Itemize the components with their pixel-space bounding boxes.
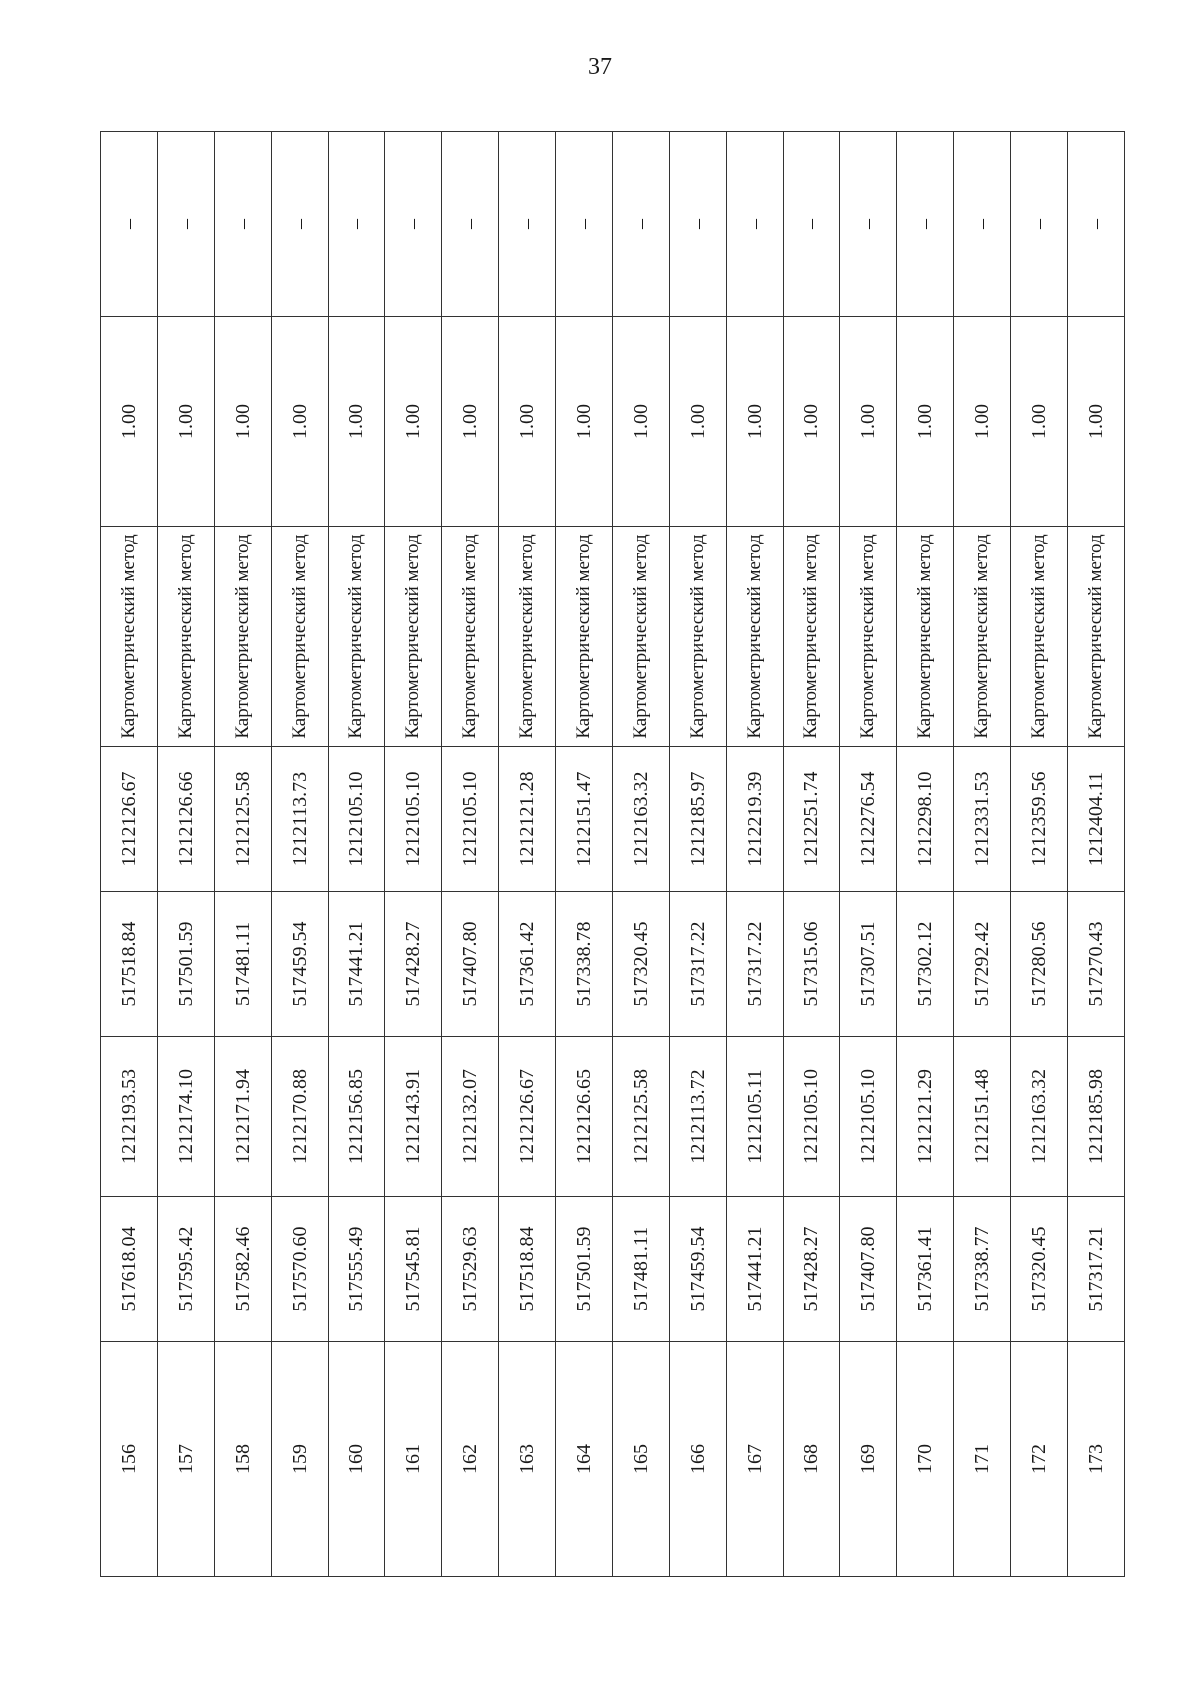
x-coordinate-cell: 517595.42 — [157, 1197, 214, 1342]
y-coordinate-end-cell: 1212185.97 — [669, 747, 726, 892]
y-coordinate-end-cell: 1212276.54 — [840, 747, 897, 892]
description-cell: – — [101, 132, 158, 317]
method-cell: Картометрический метод — [499, 527, 556, 747]
method-cell: Картометрический метод — [612, 527, 669, 747]
y-coordinate-cell: 1212143.91 — [385, 1037, 442, 1197]
x-coordinate-end-cell: 517459.54 — [271, 892, 328, 1037]
accuracy-cell: 1.00 — [101, 317, 158, 527]
accuracy-cell: 1.00 — [328, 317, 385, 527]
accuracy-cell: 1.00 — [840, 317, 897, 527]
description-cell: – — [1067, 132, 1124, 317]
y-coordinate-cell: 1212105.10 — [783, 1037, 840, 1197]
table-row — [897, 132, 954, 1577]
table-body — [101, 132, 1125, 1577]
y-coordinate-cell: 1212105.11 — [726, 1037, 783, 1197]
accuracy-cell: 1.00 — [271, 317, 328, 527]
description-cell: – — [328, 132, 385, 317]
x-coordinate-cell: 517317.21 — [1067, 1197, 1124, 1342]
x-coordinate-end-cell: 517501.59 — [157, 892, 214, 1037]
y-coordinate-end-cell: 1212251.74 — [783, 747, 840, 892]
x-coordinate-end-cell: 517270.43 — [1067, 892, 1124, 1037]
y-coordinate-cell: 1212126.65 — [556, 1037, 613, 1197]
y-coordinate-cell: 1212113.72 — [669, 1037, 726, 1197]
method-cell: Картометрический метод — [669, 527, 726, 747]
x-coordinate-end-cell: 517317.22 — [726, 892, 783, 1037]
table-row — [612, 132, 669, 1577]
accuracy-cell: 1.00 — [612, 317, 669, 527]
accuracy-cell: 1.00 — [442, 317, 499, 527]
y-coordinate-cell: 1212151.48 — [954, 1037, 1011, 1197]
description-cell: – — [897, 132, 954, 317]
x-coordinate-end-cell: 517361.42 — [499, 892, 556, 1037]
y-coordinate-cell: 1212105.10 — [840, 1037, 897, 1197]
x-coordinate-end-cell: 517280.56 — [1011, 892, 1068, 1037]
table-row — [726, 132, 783, 1577]
y-coordinate-cell: 1212193.53 — [101, 1037, 158, 1197]
method-cell: Картометрический метод — [1011, 527, 1068, 747]
point-number-cell: 156 — [101, 1342, 158, 1577]
method-cell: Картометрический метод — [556, 527, 613, 747]
y-coordinate-cell: 1212185.98 — [1067, 1037, 1124, 1197]
x-coordinate-end-cell: 517481.11 — [214, 892, 271, 1037]
accuracy-cell: 1.00 — [1067, 317, 1124, 527]
y-coordinate-cell: 1212121.29 — [897, 1037, 954, 1197]
y-coordinate-end-cell: 1212126.66 — [157, 747, 214, 892]
method-cell: Картометрический метод — [840, 527, 897, 747]
method-cell: Картометрический метод — [385, 527, 442, 747]
method-cell: Картометрический метод — [101, 527, 158, 747]
description-cell: – — [385, 132, 442, 317]
x-coordinate-cell: 517555.49 — [328, 1197, 385, 1342]
y-coordinate-end-cell: 1212105.10 — [328, 747, 385, 892]
table-row — [101, 132, 158, 1577]
method-cell: Картометрический метод — [897, 527, 954, 747]
x-coordinate-cell: 517320.45 — [1011, 1197, 1068, 1342]
x-coordinate-cell: 517428.27 — [783, 1197, 840, 1342]
point-number-cell: 167 — [726, 1342, 783, 1577]
method-cell: Картометрический метод — [1067, 527, 1124, 747]
page-number: 37 — [588, 54, 612, 80]
description-cell: – — [840, 132, 897, 317]
description-cell: – — [271, 132, 328, 317]
x-coordinate-end-cell: 517338.78 — [556, 892, 613, 1037]
table-row — [328, 132, 385, 1577]
y-coordinate-end-cell: 1212105.10 — [442, 747, 499, 892]
point-number-cell: 159 — [271, 1342, 328, 1577]
y-coordinate-cell: 1212132.07 — [442, 1037, 499, 1197]
y-coordinate-end-cell: 1212331.53 — [954, 747, 1011, 892]
point-number-cell: 168 — [783, 1342, 840, 1577]
accuracy-cell: 1.00 — [783, 317, 840, 527]
y-coordinate-end-cell: 1212151.47 — [556, 747, 613, 892]
x-coordinate-end-cell: 517317.22 — [669, 892, 726, 1037]
x-coordinate-end-cell: 517307.51 — [840, 892, 897, 1037]
table-row — [954, 132, 1011, 1577]
point-number-cell: 164 — [556, 1342, 613, 1577]
accuracy-cell: 1.00 — [1011, 317, 1068, 527]
point-number-cell: 166 — [669, 1342, 726, 1577]
table-row — [783, 132, 840, 1577]
point-number-cell: 170 — [897, 1342, 954, 1577]
y-coordinate-cell: 1212163.32 — [1011, 1037, 1068, 1197]
description-cell: – — [954, 132, 1011, 317]
y-coordinate-cell: 1212156.85 — [328, 1037, 385, 1197]
point-number-cell: 169 — [840, 1342, 897, 1577]
x-coordinate-end-cell: 517292.42 — [954, 892, 1011, 1037]
accuracy-cell: 1.00 — [954, 317, 1011, 527]
x-coordinate-end-cell: 517518.84 — [101, 892, 158, 1037]
y-coordinate-cell: 1212170.88 — [271, 1037, 328, 1197]
method-cell: Картометрический метод — [954, 527, 1011, 747]
description-cell: – — [1011, 132, 1068, 317]
description-cell: – — [612, 132, 669, 317]
method-cell: Картометрический метод — [157, 527, 214, 747]
x-coordinate-cell: 517481.11 — [612, 1197, 669, 1342]
table-row — [385, 132, 442, 1577]
point-number-cell: 161 — [385, 1342, 442, 1577]
table-row — [271, 132, 328, 1577]
point-number-cell: 162 — [442, 1342, 499, 1577]
description-cell: – — [556, 132, 613, 317]
y-coordinate-end-cell: 1212125.58 — [214, 747, 271, 892]
point-number-cell: 160 — [328, 1342, 385, 1577]
accuracy-cell: 1.00 — [726, 317, 783, 527]
description-cell: – — [726, 132, 783, 317]
method-cell: Картометрический метод — [214, 527, 271, 747]
y-coordinate-end-cell: 1212121.28 — [499, 747, 556, 892]
x-coordinate-cell: 517618.04 — [101, 1197, 158, 1342]
point-number-cell: 157 — [157, 1342, 214, 1577]
method-cell: Картометрический метод — [726, 527, 783, 747]
description-cell: – — [499, 132, 556, 317]
accuracy-cell: 1.00 — [556, 317, 613, 527]
table-row — [840, 132, 897, 1577]
method-cell: Картометрический метод — [328, 527, 385, 747]
x-coordinate-end-cell: 517302.12 — [897, 892, 954, 1037]
x-coordinate-cell: 517570.60 — [271, 1197, 328, 1342]
x-coordinate-end-cell: 517320.45 — [612, 892, 669, 1037]
point-number-cell: 158 — [214, 1342, 271, 1577]
y-coordinate-end-cell: 1212219.39 — [726, 747, 783, 892]
table-row — [499, 132, 556, 1577]
accuracy-cell: 1.00 — [157, 317, 214, 527]
method-cell: Картометрический метод — [442, 527, 499, 747]
x-coordinate-cell: 517441.21 — [726, 1197, 783, 1342]
table-row — [1011, 132, 1068, 1577]
table-row — [556, 132, 613, 1577]
point-number-cell: 172 — [1011, 1342, 1068, 1577]
method-cell: Картометрический метод — [271, 527, 328, 747]
y-coordinate-end-cell: 1212359.56 — [1011, 747, 1068, 892]
x-coordinate-cell: 517529.63 — [442, 1197, 499, 1342]
y-coordinate-cell: 1212171.94 — [214, 1037, 271, 1197]
coordinates-table — [100, 131, 1125, 1577]
y-coordinate-end-cell: 1212163.32 — [612, 747, 669, 892]
y-coordinate-end-cell: 1212298.10 — [897, 747, 954, 892]
accuracy-cell: 1.00 — [214, 317, 271, 527]
table-row — [214, 132, 271, 1577]
accuracy-cell: 1.00 — [385, 317, 442, 527]
description-cell: – — [783, 132, 840, 317]
point-number-cell: 165 — [612, 1342, 669, 1577]
x-coordinate-cell: 517361.41 — [897, 1197, 954, 1342]
point-number-cell: 173 — [1067, 1342, 1124, 1577]
description-cell: – — [214, 132, 271, 317]
description-cell: – — [442, 132, 499, 317]
x-coordinate-cell: 517407.80 — [840, 1197, 897, 1342]
y-coordinate-cell: 1212125.58 — [612, 1037, 669, 1197]
accuracy-cell: 1.00 — [669, 317, 726, 527]
x-coordinate-cell: 517582.46 — [214, 1197, 271, 1342]
description-cell: – — [669, 132, 726, 317]
x-coordinate-cell: 517545.81 — [385, 1197, 442, 1342]
coordinates-table-container — [100, 132, 1125, 1577]
x-coordinate-cell: 517459.54 — [669, 1197, 726, 1342]
x-coordinate-end-cell: 517315.06 — [783, 892, 840, 1037]
y-coordinate-end-cell: 1212113.73 — [271, 747, 328, 892]
table-row — [157, 132, 214, 1577]
point-number-cell: 171 — [954, 1342, 1011, 1577]
y-coordinate-end-cell: 1212404.11 — [1067, 747, 1124, 892]
method-cell: Картометрический метод — [783, 527, 840, 747]
table-row — [669, 132, 726, 1577]
point-number-cell: 163 — [499, 1342, 556, 1577]
y-coordinate-cell: 1212174.10 — [157, 1037, 214, 1197]
y-coordinate-cell: 1212126.67 — [499, 1037, 556, 1197]
description-cell: – — [157, 132, 214, 317]
x-coordinate-cell: 517338.77 — [954, 1197, 1011, 1342]
x-coordinate-end-cell: 517407.80 — [442, 892, 499, 1037]
y-coordinate-end-cell: 1212105.10 — [385, 747, 442, 892]
x-coordinate-end-cell: 517428.27 — [385, 892, 442, 1037]
x-coordinate-cell: 517501.59 — [556, 1197, 613, 1342]
x-coordinate-end-cell: 517441.21 — [328, 892, 385, 1037]
y-coordinate-end-cell: 1212126.67 — [101, 747, 158, 892]
accuracy-cell: 1.00 — [499, 317, 556, 527]
table-row — [1067, 132, 1124, 1577]
x-coordinate-cell: 517518.84 — [499, 1197, 556, 1342]
table-row — [442, 132, 499, 1577]
accuracy-cell: 1.00 — [897, 317, 954, 527]
